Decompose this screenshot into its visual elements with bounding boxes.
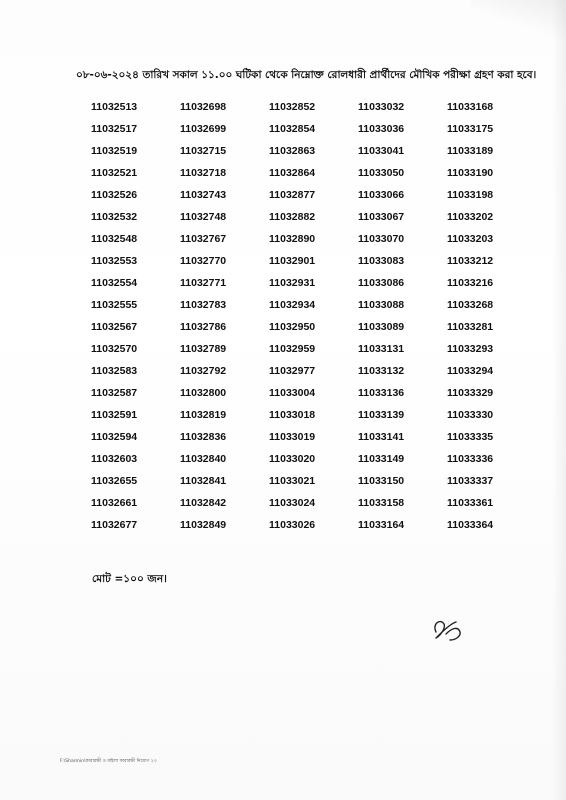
roll-number: 11033364	[447, 519, 494, 531]
roll-number: 11032548	[91, 233, 138, 245]
roll-number: 11033190	[447, 167, 494, 179]
roll-number: 11033018	[269, 409, 316, 421]
roll-number: 11033131	[358, 343, 405, 355]
roll-number: 11032698	[180, 101, 227, 113]
roll-number: 11032852	[269, 101, 316, 113]
roll-number: 11032591	[91, 409, 138, 421]
roll-number: 11032767	[180, 233, 227, 245]
roll-number: 11032786	[180, 321, 227, 333]
roll-number: 11032800	[180, 387, 227, 399]
roll-number: 11032863	[269, 145, 316, 157]
roll-number: 11033004	[269, 387, 316, 399]
roll-number: 11033212	[447, 255, 494, 267]
roll-number: 11032819	[180, 409, 227, 421]
roll-number: 11033281	[447, 321, 494, 333]
exam-notice-heading: ০৮-০৬-২০২৪ তারিখ সকাল ১১.০০ ঘটিকা থেকে নিম্নোক্ত রোলধারী প্রার্থীদের মৌখিক পরীক্ষা গ্রহণ করা হবে।	[76, 69, 537, 81]
roll-number: 11032532	[91, 211, 138, 223]
roll-number: 11033336	[447, 453, 494, 465]
roll-number: 11032854	[269, 123, 316, 135]
roll-number: 11032748	[180, 211, 227, 223]
roll-number: 11032959	[269, 343, 316, 355]
roll-number: 11032950	[269, 321, 316, 333]
roll-number: 11033083	[358, 255, 405, 267]
roll-number: 11033294	[447, 365, 494, 377]
roll-number: 11032603	[91, 453, 138, 465]
roll-number: 11032587	[91, 387, 138, 399]
roll-number: 11032570	[91, 343, 138, 355]
roll-number: 11033136	[358, 387, 405, 399]
roll-number: 11032526	[91, 189, 138, 201]
roll-number: 11032661	[91, 497, 138, 509]
roll-number-table	[88, 96, 533, 536]
roll-number: 11033198	[447, 189, 494, 201]
total-count: মোট =১০০ জন।	[92, 573, 167, 585]
roll-number: 11033036	[358, 123, 405, 135]
roll-number: 11032783	[180, 299, 227, 311]
roll-number: 11033202	[447, 211, 494, 223]
roll-number: 11033168	[447, 101, 494, 113]
roll-number: 11033268	[447, 299, 494, 311]
roll-number: 11032715	[180, 145, 227, 157]
roll-number: 11032743	[180, 189, 227, 201]
page-edge-shadow	[552, 0, 566, 800]
roll-number: 11033329	[447, 387, 494, 399]
roll-number: 11033330	[447, 409, 494, 421]
roll-number: 11033361	[447, 497, 494, 509]
roll-number: 11032864	[269, 167, 316, 179]
roll-number: 11032699	[180, 123, 227, 135]
handwritten-signature	[426, 610, 466, 646]
roll-number: 11032513	[91, 101, 138, 113]
roll-number: 11033021	[269, 475, 316, 487]
roll-number: 11033086	[358, 277, 405, 289]
roll-number: 11032849	[180, 519, 227, 531]
roll-number: 11032554	[91, 277, 138, 289]
roll-number: 11033088	[358, 299, 405, 311]
roll-number: 11033149	[358, 453, 405, 465]
roll-number: 11033189	[447, 145, 494, 157]
roll-number: 11033335	[447, 431, 494, 443]
roll-number: 11032718	[180, 167, 227, 179]
roll-number: 11032519	[91, 145, 138, 157]
roll-number: 11033132	[358, 365, 405, 377]
roll-number: 11033139	[358, 409, 405, 421]
roll-number: 11033041	[358, 145, 405, 157]
roll-number: 11032931	[269, 277, 316, 289]
roll-number: 11033175	[447, 123, 494, 135]
roll-number: 11033203	[447, 233, 494, 245]
roll-number: 11032877	[269, 189, 316, 201]
roll-number: 11032840	[180, 453, 227, 465]
roll-number: 11032677	[91, 519, 138, 531]
roll-number: 11032567	[91, 321, 138, 333]
roll-number: 11032594	[91, 431, 138, 443]
roll-number: 11033216	[447, 277, 494, 289]
roll-number: 11032842	[180, 497, 227, 509]
roll-number: 11033158	[358, 497, 405, 509]
roll-number: 11032521	[91, 167, 138, 179]
roll-number: 11032770	[180, 255, 227, 267]
roll-number: 11033337	[447, 475, 494, 487]
roll-number: 11032789	[180, 343, 227, 355]
roll-number: 11032553	[91, 255, 138, 267]
roll-number: 11033026	[269, 519, 316, 531]
roll-number: 11033070	[358, 233, 405, 245]
roll-number: 11033067	[358, 211, 405, 223]
file-path-footer: F:\Sharmin\কারারক্ষী ও মহিলা কারারক্ষী নিয়োগ ২৩	[60, 759, 157, 764]
roll-number: 11032836	[180, 431, 227, 443]
roll-number: 11032771	[180, 277, 227, 289]
roll-number: 11032792	[180, 365, 227, 377]
roll-number: 11033020	[269, 453, 316, 465]
roll-number: 11033019	[269, 431, 316, 443]
roll-number: 11032841	[180, 475, 227, 487]
roll-number: 11033164	[358, 519, 405, 531]
roll-number: 11032583	[91, 365, 138, 377]
roll-number: 11033293	[447, 343, 494, 355]
roll-number: 11033032	[358, 101, 405, 113]
roll-number: 11033024	[269, 497, 316, 509]
roll-number: 11032901	[269, 255, 316, 267]
roll-number: 11032517	[91, 123, 138, 135]
roll-number: 11032655	[91, 475, 138, 487]
roll-number: 11032934	[269, 299, 316, 311]
roll-number: 11032555	[91, 299, 138, 311]
roll-number: 11033089	[358, 321, 405, 333]
roll-number: 11032977	[269, 365, 316, 377]
roll-number: 11033150	[358, 475, 405, 487]
roll-number: 11033066	[358, 189, 405, 201]
roll-number: 11032882	[269, 211, 316, 223]
roll-number: 11033050	[358, 167, 405, 179]
roll-number: 11032890	[269, 233, 316, 245]
roll-number: 11033141	[358, 431, 405, 443]
